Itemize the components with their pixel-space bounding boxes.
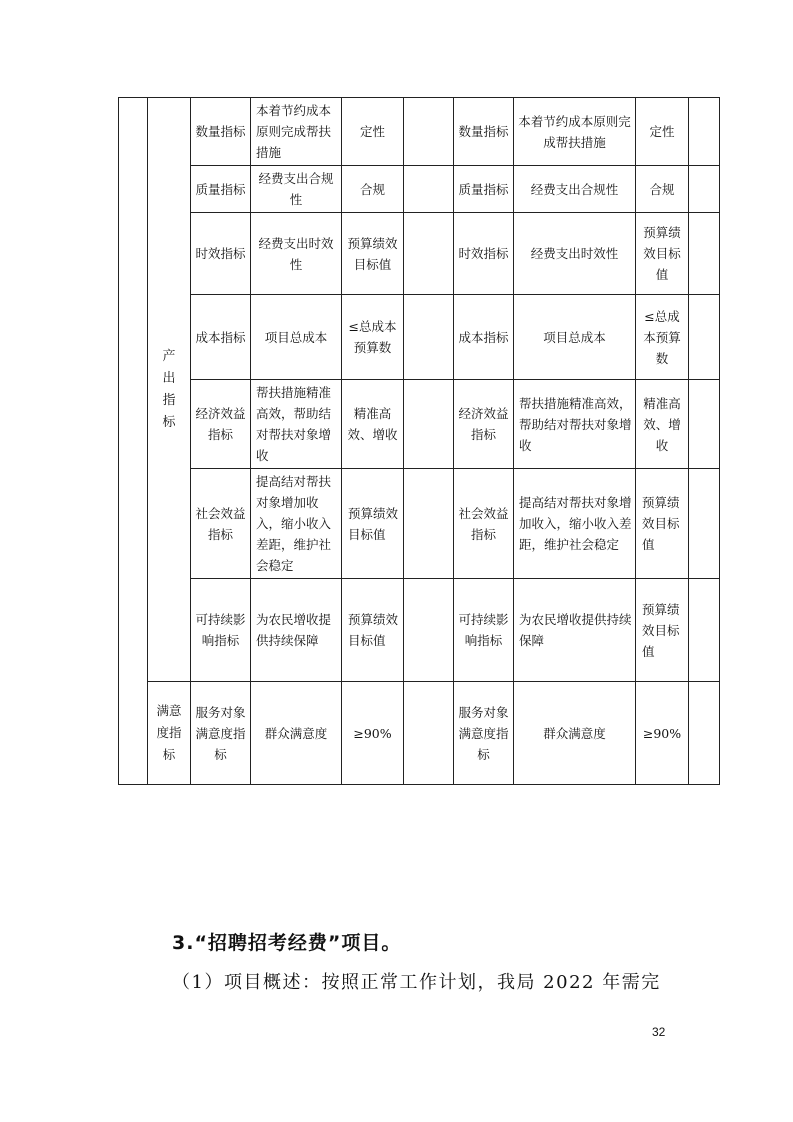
blank-cell: [689, 98, 720, 166]
content-cell: 群众满意度: [251, 682, 342, 785]
content-cell: 为农民增收提供持续保障: [251, 579, 342, 682]
metric-cell: 经济效益指标: [454, 380, 514, 469]
content-cell: 项目总成本: [514, 295, 636, 380]
blank-cell: [689, 380, 720, 469]
blank-cell: [404, 682, 454, 785]
blank-cell: [689, 682, 720, 785]
content-cell: 帮扶措施精准高效，帮助结对帮扶对象增收: [514, 380, 636, 469]
value-cell: 合规: [636, 166, 689, 213]
value-cell: 预算绩效目标值: [342, 213, 404, 295]
metric-cell: 成本指标: [454, 295, 514, 380]
value-cell: 预算绩效目标值: [636, 213, 689, 295]
blank-cell: [404, 579, 454, 682]
content-cell: 经费支出合规性: [514, 166, 636, 213]
value-cell: ≤总成本预算数: [636, 295, 689, 380]
table-row: [119, 469, 720, 579]
value-cell: 定性: [342, 98, 404, 166]
value-cell: 预算绩效目标值: [636, 579, 689, 682]
metric-cell: 时效指标: [191, 213, 251, 295]
value-cell: 预算绩效目标值: [342, 579, 404, 682]
table-row: [119, 579, 720, 682]
group-cell-satisfaction: [148, 682, 191, 785]
content-cell: 提高结对帮扶对象增加收入，缩小收入差距，维护社会稳定: [251, 469, 342, 579]
content-cell: 为农民增收提供持续保障: [514, 579, 636, 682]
value-cell: ≥90%: [342, 682, 404, 785]
table-row: [119, 380, 720, 469]
blank-cell: [404, 380, 454, 469]
content-cell: 帮扶措施精准高效，帮助结对帮扶对象增收: [251, 380, 342, 469]
blank-cell: [689, 295, 720, 380]
metric-cell: 质量指标: [454, 166, 514, 213]
table-row: [119, 295, 720, 380]
value-cell: 合规: [342, 166, 404, 213]
content-cell: 项目总成本: [251, 295, 342, 380]
section-title: 3.“招聘招考经费”项目。: [172, 932, 402, 954]
blank-cell: [404, 213, 454, 295]
content-cell: 群众满意度: [514, 682, 636, 785]
blank-cell: [689, 579, 720, 682]
group-cell-output: [148, 98, 191, 682]
value-cell: 预算绩效目标值: [636, 469, 689, 579]
value-cell: 精准高效、增收: [342, 380, 404, 469]
blank-cell: [404, 98, 454, 166]
content-cell: 本着节约成本原则完成帮扶措施: [514, 98, 636, 166]
metric-cell: 可持续影响指标: [454, 579, 514, 682]
table-row: [119, 213, 720, 295]
value-cell: 精准高效、增收: [636, 380, 689, 469]
performance-indicator-table: [118, 97, 719, 785]
group-label-output: 产出指标: [162, 348, 176, 430]
content-cell: 经费支出时效性: [251, 213, 342, 295]
blank-cell: [404, 469, 454, 579]
content-cell: 本着节约成本原则完成帮扶措施: [251, 98, 342, 166]
metric-cell: 经济效益指标: [191, 380, 251, 469]
value-cell: ≥90%: [636, 682, 689, 785]
group-label-satisfaction: 满意度指标: [156, 703, 182, 762]
metric-cell: 社会效益指标: [191, 469, 251, 579]
paragraph-text: （1）项目概述：按照正常工作计划，我局 2022 年需完: [172, 972, 661, 993]
blank-cell: [119, 98, 148, 785]
page-number: 32: [652, 1025, 666, 1039]
value-cell: 定性: [636, 98, 689, 166]
metric-cell: 服务对象满意度指标: [454, 682, 514, 785]
metric-cell: 时效指标: [454, 213, 514, 295]
content-cell: 经费支出时效性: [514, 213, 636, 295]
metric-cell: 质量指标: [191, 166, 251, 213]
metric-cell: 可持续影响指标: [191, 579, 251, 682]
metric-cell: 成本指标: [191, 295, 251, 380]
blank-cell: [689, 166, 720, 213]
metric-cell: 数量指标: [454, 98, 514, 166]
blank-cell: [689, 469, 720, 579]
table-row: [119, 98, 720, 166]
value-cell: ≤总成本预算数: [342, 295, 404, 380]
value-cell: 预算绩效目标值: [342, 469, 404, 579]
blank-cell: [404, 295, 454, 380]
table-row: [119, 166, 720, 213]
metric-cell: 社会效益指标: [454, 469, 514, 579]
table-row: [119, 682, 720, 785]
content-cell: 提高结对帮扶对象增加收入，缩小收入差距，维护社会稳定: [514, 469, 636, 579]
blank-cell: [404, 166, 454, 213]
metric-cell: 服务对象满意度指标: [191, 682, 251, 785]
content-cell: 经费支出合规性: [251, 166, 342, 213]
metric-cell: 数量指标: [191, 98, 251, 166]
blank-cell: [689, 213, 720, 295]
